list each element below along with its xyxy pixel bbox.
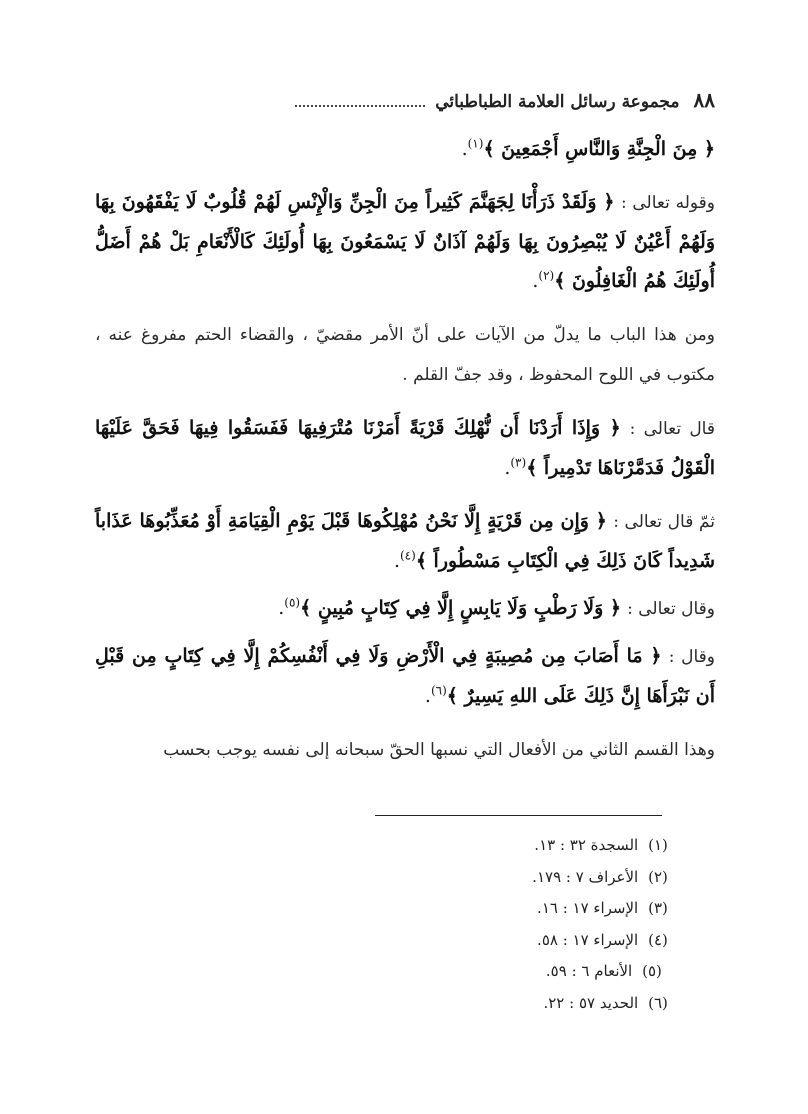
body-text: ومن هذا الباب ما يدلّ من الآيات على أنّ الأمر مقضيّ ، والقضاء الحتم مفروغ عنه ، مكتوب في اللوح المحفوظ ، وقد جفّ القلم . <box>95 325 715 385</box>
verse-text: ﴿ مِنَ الْجِنَّةِ وَالنَّاسِ أَجْمَعِينَ ﴾ <box>483 138 715 160</box>
verse-text: ﴿ وَإِذَا أَرَدْنَا أَن نُّهْلِكَ قَرْيَةً أَمَرْنَا مُتْرَفِيهَا فَفَسَقُوا فِيهَا فَحَقَّ عَلَيْهَا الْقَوْلُ فَدَمَّرْنَاهَا تَدْمِيراً ﴾ <box>95 417 715 479</box>
footnote-number: (١) <box>648 836 668 854</box>
paragraph-7: وقال : ﴿ مَا أَصَابَ مِن مُصِيبَةٍ فِي الْأَرْضِ وَلَا فِي أَنْفُسِكُمْ إِلَّا فِي كِتَابٍ مِن قَبْلِ أَن نَبْرَأَهَا إِنَّ ذَلِكَ عَلَى اللهِ يَسِيرٌ ﴾$^{(٦)}$. <box>95 645 715 707</box>
footnote-ref: (١) <box>467 136 484 151</box>
footnote-number: (٣) <box>648 899 668 917</box>
page-body <box>95 88 715 770</box>
paragraph-6: وقال تعالى : ﴿ وَلَا رَطْبٍ وَلَا يَابِسٍ إِلَّا فِي كِتَابٍ مُبِينٍ ﴾$^{(٥)}$. <box>278 595 715 619</box>
footnote-number: (٤) <box>648 930 668 949</box>
header-dot-leader <box>295 95 425 107</box>
footnote-item <box>373 925 673 957</box>
intro-text: وقال : <box>668 647 715 667</box>
footnote-text: الأنعام ٦ : ٥٩. <box>545 962 633 980</box>
footnote-text: الأعراف ٧ : ١٧٩. <box>532 867 639 886</box>
footnote-number: (٦) <box>648 993 668 1012</box>
paragraph-4: قال تعالى : ﴿ وَإِذَا أَرَدْنَا أَن نُّهْلِكَ قَرْيَةً أَمَرْنَا مُتْرَفِيهَا فَفَسَقُوا فِيهَا فَحَقَّ عَلَيْهَا الْقَوْلُ فَدَمَّرْنَاهَا تَدْمِيراً ﴾$^{(٣)}$. <box>95 417 715 479</box>
footnote-text: الحديد ٥٧ : ٢٢. <box>543 993 639 1012</box>
footnote-item <box>373 893 673 925</box>
book-title: مجموعة رسائل العلامة الطباطبائي <box>435 92 680 112</box>
verse-text: ﴿ مَا أَصَابَ مِن مُصِيبَةٍ فِي الْأَرْضِ وَلَا فِي أَنْفُسِكُمْ إِلَّا فِي كِتَابٍ مِن قَبْلِ أَن نَبْرَأَهَا إِنَّ ذَلِكَ عَلَى اللهِ يَسِيرٌ ﴾ <box>95 645 715 707</box>
verse-text: ﴿ وَإِن مِن قَرْيَةٍ إِلَّا نَحْنُ مُهْلِكُوهَا قَبْلَ يَوْمِ الْقِيَامَةِ أَوْ مُعَذِّبُوهَا عَذَاباً شَدِيداً كَانَ ذَلِكَ فِي الْكِتَابِ مَسْطُوراً ﴾ <box>95 510 715 572</box>
footnote-ref: (٦) <box>430 683 447 698</box>
footnote-item <box>373 862 673 894</box>
paragraph-8 <box>95 730 715 770</box>
footnote-number: (٢) <box>648 867 668 886</box>
footnote-ref: (٢) <box>538 268 555 283</box>
footnote-text: الإسراء ١٧ : ١٦. <box>537 899 639 917</box>
footnote-number: (٥) <box>642 962 662 980</box>
footnote-item <box>373 956 673 988</box>
intro-text: ثمّ قال تعالى : <box>613 512 715 532</box>
intro-text: وقال تعالى : <box>627 599 715 619</box>
footnote-list <box>373 830 673 1019</box>
verse-text: ﴿ وَلَا رَطْبٍ وَلَا يَابِسٍ إِلَّا فِي كِتَابٍ مُبِينٍ ﴾ <box>300 597 622 619</box>
footnote-text: السجدة ٣٢ : ١٣. <box>534 836 639 854</box>
footnote-item <box>373 830 673 862</box>
paragraph-1: ﴿ مِنَ الْجِنَّةِ وَالنَّاسِ أَجْمَعِينَ ﴾$^{(١)}$. <box>461 136 715 160</box>
footnote-ref: (٤) <box>399 548 416 563</box>
paragraph-3 <box>95 315 715 395</box>
paragraph-2: وقوله تعالى : ﴿ وَلَقَدْ ذَرَأْنَا لِجَهَنَّمَ كَثِيراً مِنَ الْجِنِّ وَالْإِنْسِ لَهُمْ قُلُوبٌ لَا يَفْقَهُونَ بِهَا وَلَهُمْ أَعْيُنٌ لَا يُبْصِرُونَ بِهَا وَلَهُمْ آذَانٌ لَا يَسْمَعُونَ بِهَا أُولَئِكَ كَالْأَنْعَامِ بَلْ هُمْ أَضَلُّ أُولَئِكَ هُمُ الْغَافِلُونَ ﴾$^{(٢)}$. <box>95 191 715 292</box>
verse-text: ﴿ وَلَقَدْ ذَرَأْنَا لِجَهَنَّمَ كَثِيراً مِنَ الْجِنِّ وَالْإِنْسِ لَهُمْ قُلُوبٌ لَا يَفْقَهُونَ بِهَا وَلَهُمْ أَعْيُنٌ لَا يُبْصِرُونَ بِهَا وَلَهُمْ آذَانٌ لَا يَسْمَعُونَ بِهَا أُولَئِكَ كَالْأَنْعَامِ بَلْ هُمْ أَضَلُّ أُولَئِكَ هُمُ الْغَافِلُونَ ﴾ <box>95 191 715 292</box>
running-header <box>95 88 715 122</box>
paragraph-5: ثمّ قال تعالى : ﴿ وَإِن مِن قَرْيَةٍ إِلَّا نَحْنُ مُهْلِكُوهَا قَبْلَ يَوْمِ الْقِيَامَةِ أَوْ مُعَذِّبُوهَا عَذَاباً شَدِيداً كَانَ ذَلِكَ فِي الْكِتَابِ مَسْطُوراً ﴾$^{(٤)}$. <box>95 510 715 572</box>
footnote-divider <box>375 815 662 816</box>
footnote-ref: (٥) <box>284 595 301 610</box>
body-text: وهذا القسم الثاني من الأفعال التي نسبها الحقّ سبحانه إلى نفسه يوجب بحسب <box>163 740 715 760</box>
intro-text: قال تعالى : <box>629 419 715 439</box>
footnote-item <box>373 988 673 1020</box>
intro-text: وقوله تعالى : <box>620 193 715 213</box>
footnote-ref: (٣) <box>510 455 527 470</box>
footnote-text: الإسراء ١٧ : ٥٨. <box>537 930 639 949</box>
page-number: ٨٨ <box>693 88 715 112</box>
